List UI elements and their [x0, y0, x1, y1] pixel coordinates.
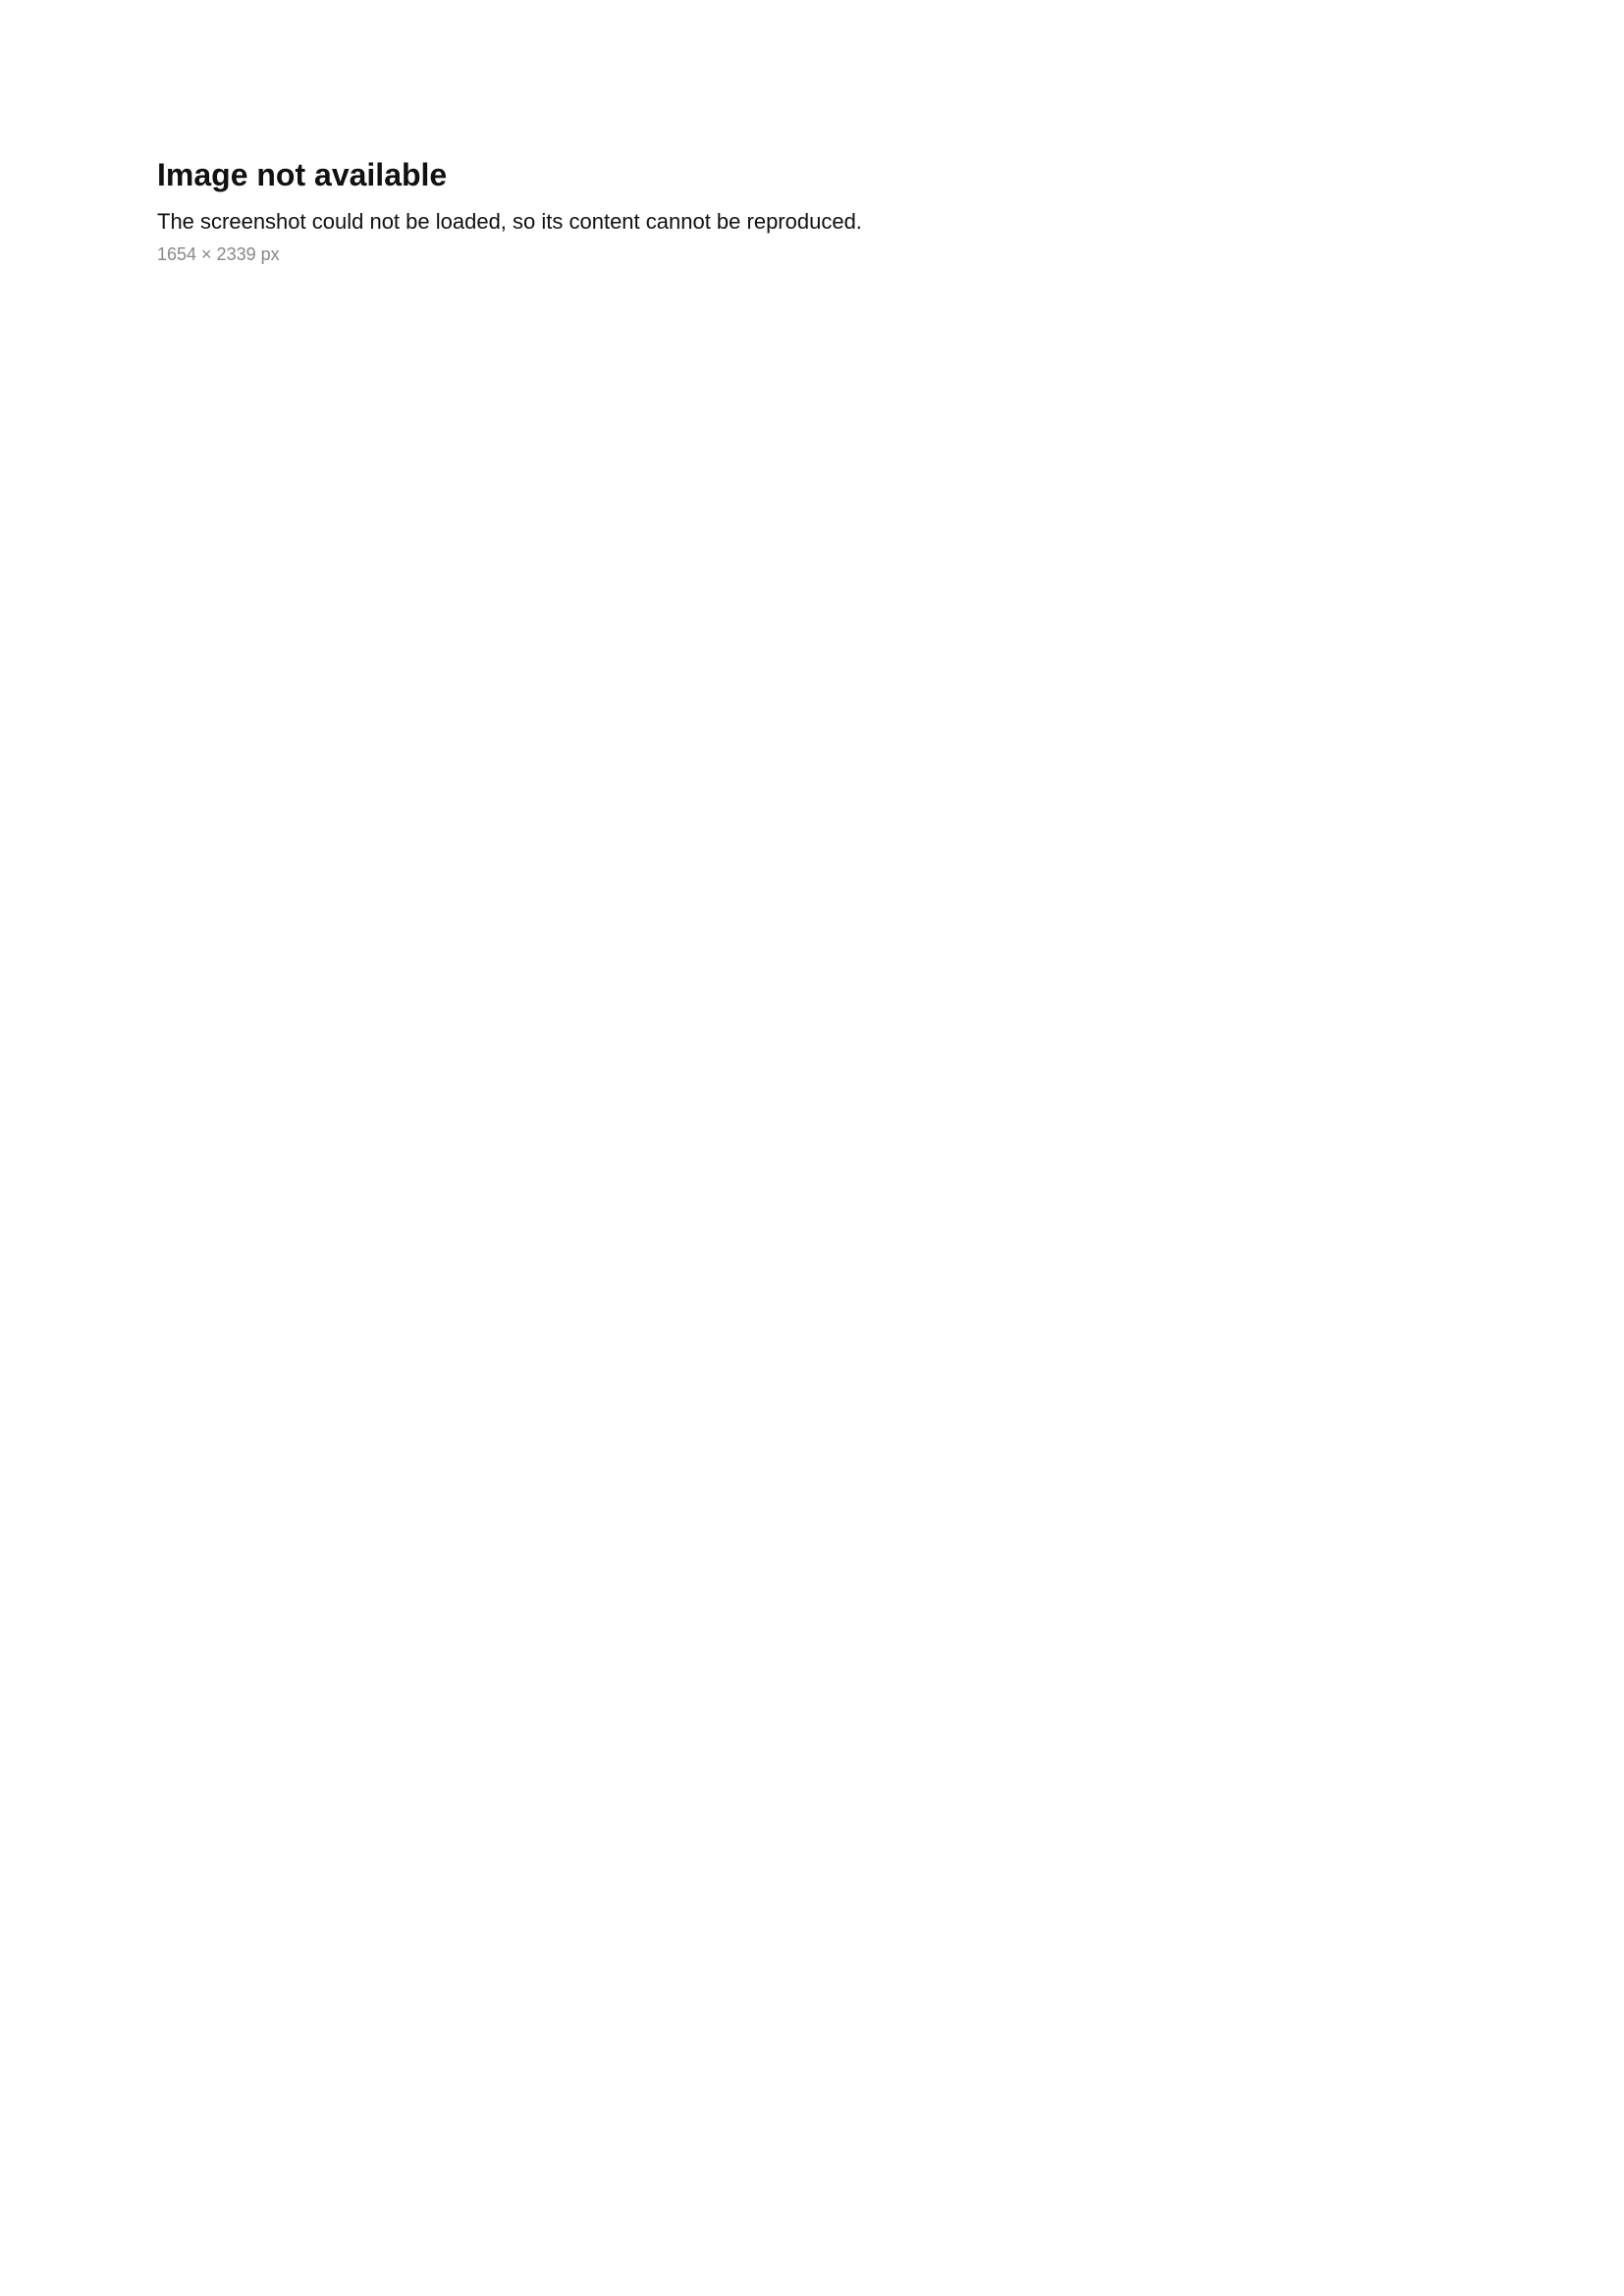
notice-title: Image not available [157, 157, 448, 192]
notice-message: The screenshot could not be loaded, so its content cannot be reproduced. [157, 209, 862, 234]
notice [157, 157, 1467, 265]
notice-size: 1654 × 2339 px [157, 244, 280, 264]
